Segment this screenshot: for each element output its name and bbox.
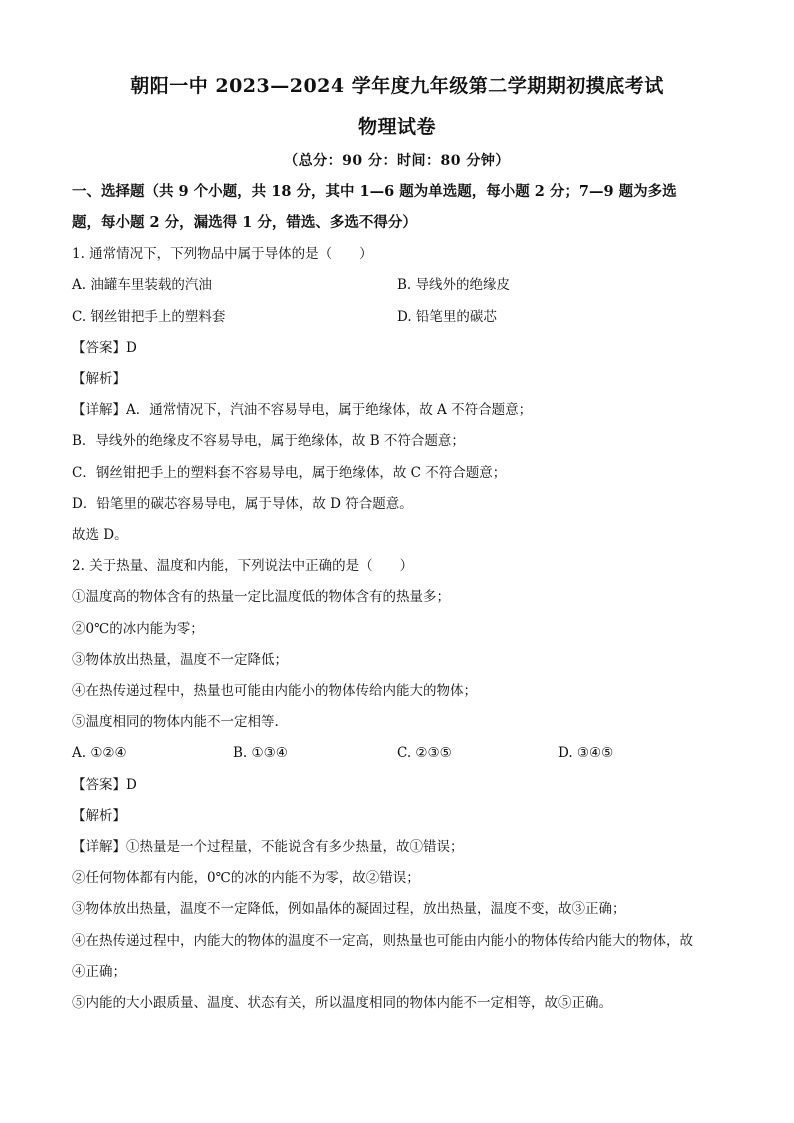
score-info: （总分：90 分：时间：80 分钟） — [284, 153, 510, 169]
question-1-answer: 【答案】D — [72, 340, 137, 356]
question-2-statement: ①温度高的物体含有的热量一定比温度低的物体含有的热量多； — [72, 589, 450, 605]
question-2-statement: ⑤温度相同的物体内能不一定相等. — [72, 714, 279, 730]
question-1-option-b: B. 导线外的绝缘皮 — [397, 277, 511, 293]
question-1-conclusion: 故选 D。 — [72, 527, 128, 543]
section-heading-continued: 题，每小题 2 分，漏选得 1 分，错选、多选不得分） — [72, 214, 417, 231]
question-1-detail-line: D．铅笔里的碳芯容易导电，属于导体，故 D 符合题意。 — [72, 496, 413, 512]
question-1-detail-line: B．导线外的绝缘皮不容易导电，属于绝缘体，故 B 不符合题意； — [72, 433, 465, 449]
question-1-option-a: A. 油罐车里装载的汽油 — [72, 277, 212, 293]
question-2-option-c: C. ②③⑤ — [397, 745, 452, 761]
section-heading: 一、选择题（共 9 个小题，共 18 分，其中 1—6 题为单选题，每小题 2 分；7—9 题为多选 — [72, 183, 677, 200]
question-2-detail-line: ②任何物体都有内能，0℃的冰的内能不为零，故②错误； — [72, 870, 420, 886]
question-1-analysis: 【解析】 — [72, 371, 126, 387]
question-1-option-c: C. 钢丝钳把手上的塑料套 — [72, 309, 226, 325]
question-2-detail-line: ⑤内能的大小跟质量、温度、状态有关，所以温度相同的物体内能不一定相等，故⑤正确。 — [72, 995, 612, 1011]
question-2-statement: ②0℃的冰内能为零； — [72, 621, 204, 637]
question-2-statement: ④在热传递过程中，热量也可能由内能小的物体传给内能大的物体； — [72, 683, 477, 699]
question-1-stem: 1. 通常情况下，下列物品中属于导体的是（ ） — [72, 246, 373, 262]
subject-title: 物理试卷 — [357, 116, 436, 138]
exam-title: 朝阳一中 2023—2024 学年度九年级第二学期期初摸底考试 — [130, 75, 664, 97]
question-2-statement: ③物体放出热量，温度不一定降低； — [72, 652, 288, 668]
question-2-detail-line: ③物体放出热量，温度不一定降低，例如晶体的凝固过程，放出热量，温度不变，故③正确； — [72, 901, 626, 917]
question-2-stem: 2. 关于热量、温度和内能，下列说法中正确的是（ ） — [72, 558, 414, 574]
question-1-option-d: D. 铅笔里的碳芯 — [397, 309, 497, 325]
question-2-option-b: B. ①③④ — [233, 745, 288, 761]
question-2-analysis: 【解析】 — [72, 808, 126, 824]
question-2-detail-line: ④正确； — [72, 964, 126, 980]
question-1-detail-line: C．钢丝钳把手上的塑料套不容易导电，属于绝缘体，故 C 不符合题意； — [72, 465, 507, 481]
question-2-answer: 【答案】D — [72, 777, 137, 793]
question-2-detail-line: ④在热传递过程中，内能大的物体的温度不一定高，则热量也可能由内能小的物体传给内能大的物体，故 — [72, 933, 693, 949]
question-1-detail-line: 【详解】A．通常情况下，汽油不容易导电，属于绝缘体，故 A 不符合题意； — [72, 402, 533, 418]
question-2-option-d: D. ③④⑤ — [558, 745, 614, 761]
question-2-detail-line: 【详解】①热量是一个过程量，不能说含有多少热量，故①错误； — [72, 839, 464, 855]
question-2-option-a: A. ①②④ — [72, 745, 127, 761]
